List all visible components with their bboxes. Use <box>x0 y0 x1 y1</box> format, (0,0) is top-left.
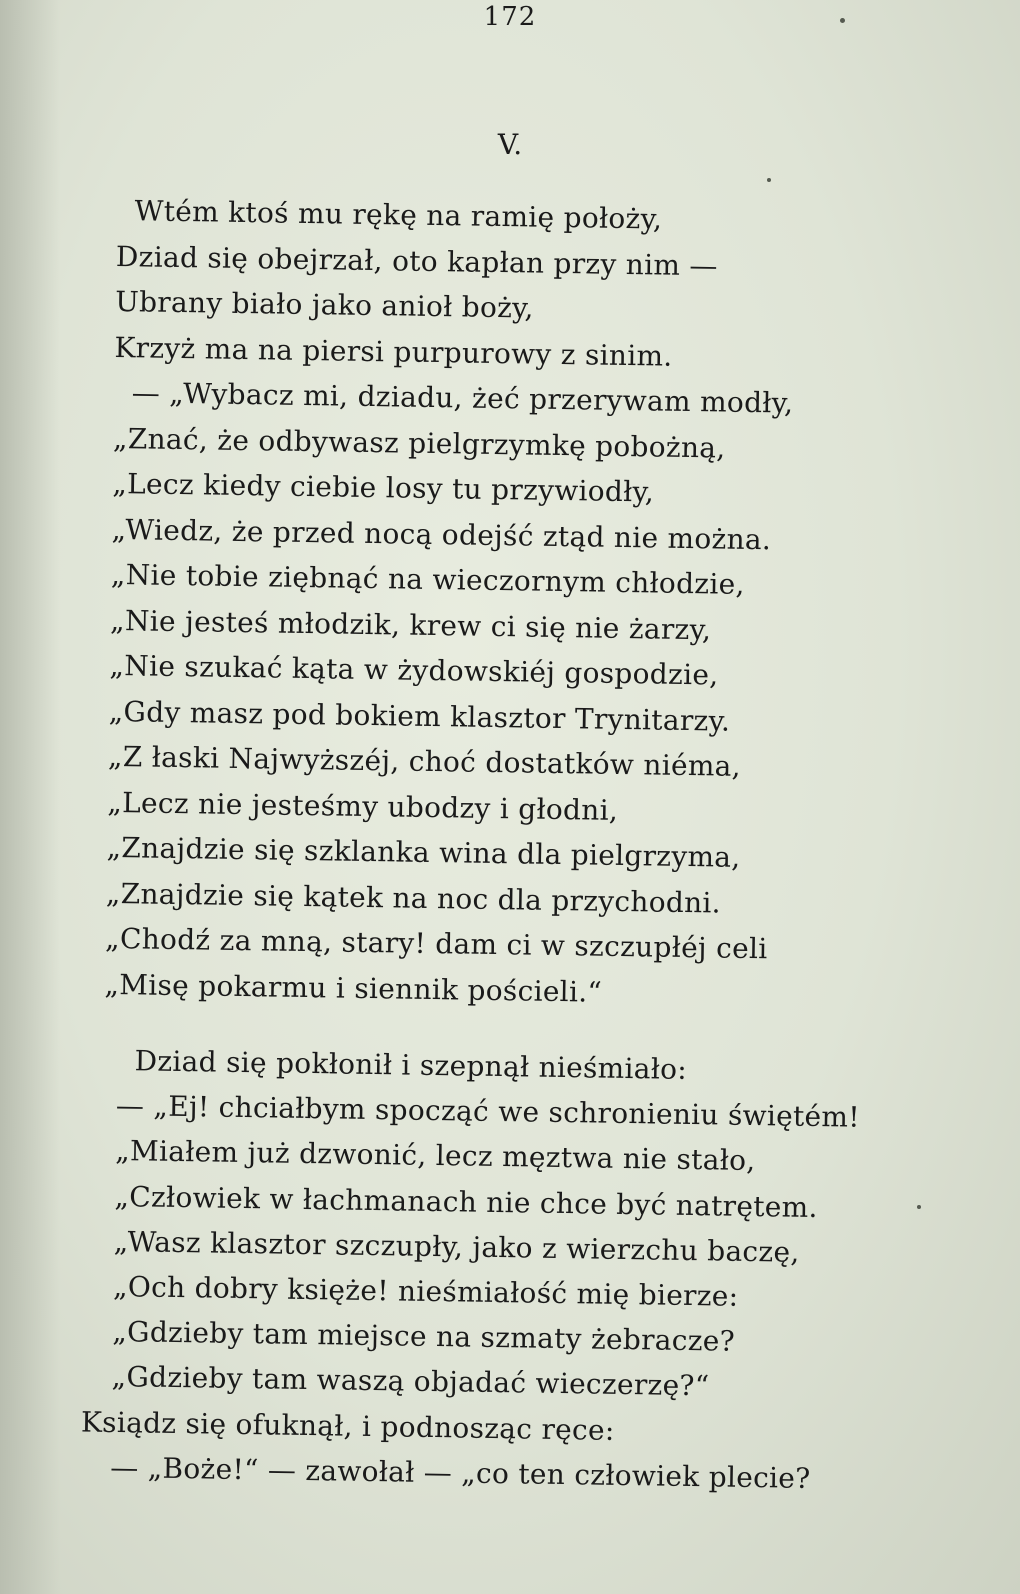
page-gutter-shadow <box>0 0 60 1594</box>
verse-line: „Człowiek w łachmanach nie chce być natrętem. <box>114 1179 818 1224</box>
paper-speck <box>767 178 771 182</box>
paper-speck <box>917 1205 921 1209</box>
verse-line: Wtém ktoś mu rękę na ramię położy, <box>134 194 663 236</box>
verse-line: „Lecz nie jesteśmy ubodzy i głodni, <box>107 785 619 827</box>
stanza-2 <box>80 1038 861 1502</box>
verse-line: Krzyż ma na piersi purpurowy z sinim. <box>114 330 673 373</box>
verse-line: Dziad się pokłonił i szepnął nieśmiało: <box>134 1044 688 1086</box>
verse-line: „Znać, że odbywasz pielgrzymkę pobożną, <box>112 421 726 465</box>
verse-line: „Z łaski Najwyższéj, choć dostatków niéma, <box>107 739 742 783</box>
page-number: 172 <box>483 2 537 32</box>
verse-line: „Chodź za mną, stary! dam ci w szczupłéj celi <box>104 921 768 966</box>
verse-line: „Gdy masz pod bokiem klasztor Trynitarzy. <box>108 694 731 738</box>
verse-line: „Lecz kiedy ciebie losy tu przywiodły, <box>112 466 655 509</box>
verse-line: „Nie jesteś młodzik, krew ci się nie żarzy, <box>109 603 712 646</box>
verse-line: — „Ej! chciałbym spocząć we schronieniu świętém! <box>115 1089 861 1134</box>
verse-line: Ksiądz się ofuknął, i podnosząc ręce: <box>80 1404 615 1447</box>
verse-line: „Wasz klasztor szczupły, jako z wierzchu baczę, <box>113 1224 800 1269</box>
verse-line: „Wiedz, że przed nocą odejść ztąd nie można. <box>111 512 772 556</box>
verse-line: „Gdzieby tam miejsce na szmaty żebracze? <box>112 1315 736 1358</box>
verse-line: — „Boże!“ — zawołał — „co ten człowiek plecie? <box>109 1450 811 1495</box>
verse-line: „Nie tobie ziębnąć na wieczornym chłodzie, <box>110 557 745 601</box>
verse-line: — „Wybacz mi, dziadu, żeć przerywam modły, <box>131 376 794 420</box>
verse-line: „Gdzieby tam waszą objadać wieczerzę?“ <box>111 1360 710 1403</box>
verse-line: „Nie szukać kąta w żydowskiéj gospodzie, <box>109 648 719 692</box>
stanza-1 <box>104 188 796 1018</box>
verse-line: „Och dobry księże! nieśmiałość mię bierze: <box>112 1269 739 1313</box>
verse-line: „Misę pokarmu i siennik pościeli.“ <box>104 967 603 1009</box>
verse-line: „Miałem już dzwonić, lecz męztwa nie stało, <box>114 1134 756 1178</box>
paper-speck <box>840 18 845 23</box>
verse-line: Dziad się obejrzał, oto kapłan przy nim — <box>115 239 719 282</box>
verse-line: „Znajdzie się szklanka wina dla pielgrzyma, <box>106 830 741 874</box>
verse-line: Ubrany biało jako anioł boży, <box>114 284 535 325</box>
verse-line: „Znajdzie się kątek na noc dla przychodni. <box>105 876 722 920</box>
section-heading: V. <box>497 128 523 161</box>
